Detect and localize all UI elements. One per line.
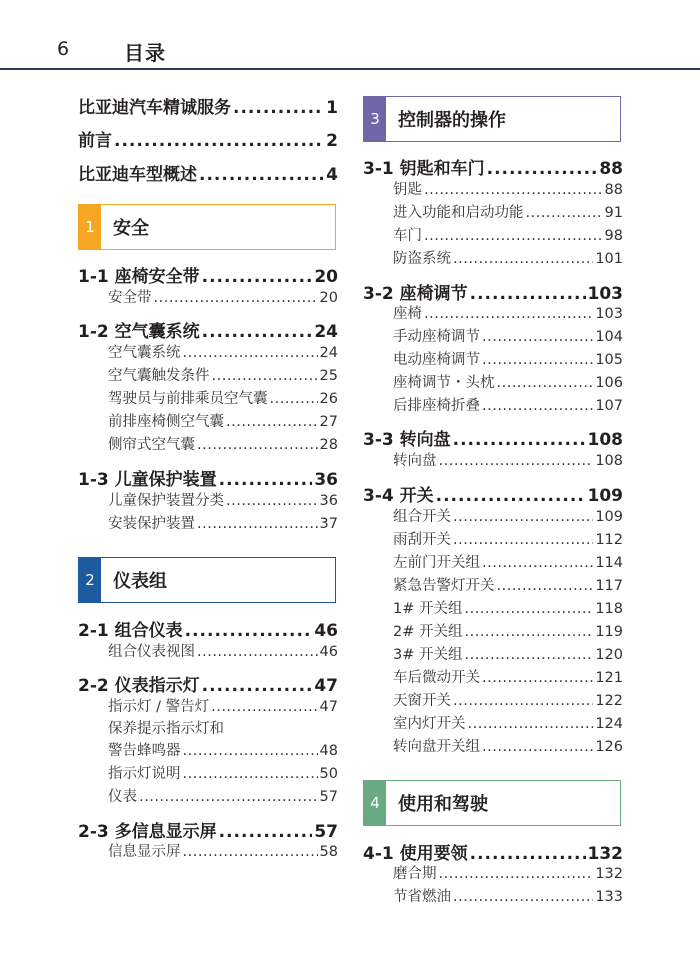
toc-chapter-3-3[interactable]	[363, 425, 623, 450]
toc-item[interactable]	[78, 433, 338, 454]
toc-item-label: 转向盘	[393, 453, 437, 469]
toc-chapter-label: 2-3 多信息显示屏	[78, 822, 217, 842]
toc-entry-page: 1	[326, 98, 338, 118]
toc-item[interactable]	[363, 735, 623, 756]
toc-entry-preface[interactable]	[78, 126, 338, 151]
toc-item-label: 2# 开关组	[393, 624, 463, 640]
toc-item-label: 前排座椅侧空气囊	[108, 414, 224, 430]
toc-chapter-label: 1-3 儿童保护装置	[78, 470, 217, 490]
section-number: 3	[364, 97, 386, 141]
toc-chapter-3-1[interactable]	[363, 154, 623, 179]
section-header-usage-driving[interactable]	[363, 780, 621, 826]
toc-chapter-page: 108	[587, 430, 623, 450]
toc-item[interactable]	[78, 695, 338, 716]
toc-entry-model-overview[interactable]	[78, 160, 338, 185]
toc-item-label: 天窗开关	[393, 693, 451, 709]
toc-item-label: 组合开关	[393, 509, 451, 525]
section-header-safety[interactable]	[78, 204, 336, 250]
page-header	[0, 0, 700, 70]
toc-chapter-page: 132	[587, 844, 623, 864]
header-rule	[0, 68, 700, 70]
toc-item[interactable]	[78, 489, 338, 510]
toc-item-page: 114	[595, 555, 623, 571]
toc-item-label: 指示灯说明	[108, 766, 181, 782]
toc-chapter-2-3[interactable]	[78, 817, 338, 842]
toc-item-label: 左前门开关组	[393, 555, 480, 571]
toc-chapter-page: 36	[314, 470, 338, 490]
section-header-controls[interactable]	[363, 96, 621, 142]
toc-item[interactable]	[363, 528, 623, 549]
section-header-instruments[interactable]	[78, 557, 336, 603]
toc-item-label: 组合仪表视图	[108, 644, 195, 660]
toc-item-label: 指示灯 / 警告灯	[108, 699, 210, 715]
toc-item-label: 钥匙	[393, 182, 422, 198]
toc-item[interactable]	[363, 643, 623, 664]
toc-item[interactable]	[363, 224, 623, 245]
toc-item-label: 紧急告警灯开关	[393, 578, 495, 594]
toc-item[interactable]	[363, 505, 623, 526]
toc-item-page: 121	[595, 670, 623, 686]
toc-item-page: 36	[319, 493, 338, 509]
toc-item-label: 信息显示屏	[108, 844, 181, 860]
toc-item[interactable]	[363, 201, 623, 222]
toc-item-page: 117	[595, 578, 623, 594]
toc-item-label: 进入功能和启动功能	[393, 205, 524, 221]
toc-item-page: 112	[595, 532, 623, 548]
toc-item-label: 仪表	[108, 789, 137, 805]
toc-item-label: 室内灯开关	[393, 716, 466, 732]
toc-item-page: 120	[595, 647, 623, 663]
toc-item-page: 108	[595, 453, 623, 469]
toc-item-page: 103	[595, 306, 623, 322]
toc-item-page: 50	[319, 766, 338, 782]
toc-chapter-label: 1-1 座椅安全带	[78, 267, 200, 287]
section-title: 使用和驾驶	[398, 794, 488, 815]
toc-chapter-label: 2-1 组合仪表	[78, 621, 183, 641]
section-number: 2	[79, 558, 101, 602]
toc-item[interactable]	[363, 666, 623, 687]
toc-item-page: 37	[319, 516, 338, 532]
toc-item-page: 132	[595, 866, 623, 882]
toc-item-page: 109	[595, 509, 623, 525]
toc-item-page: 106	[595, 375, 623, 391]
toc-item-page: 28	[319, 437, 338, 453]
toc-item[interactable]	[78, 762, 338, 783]
toc-item[interactable]	[363, 597, 623, 618]
toc-item-page: 47	[319, 699, 338, 715]
toc-item-page: 48	[319, 743, 338, 759]
toc-item-page: 98	[604, 228, 623, 244]
toc-item-label: 3# 开关组	[393, 647, 463, 663]
section-title: 仪表组	[113, 571, 167, 592]
toc-item-label: 驾驶员与前排乘员空气囊	[108, 391, 268, 407]
toc-item-page: 118	[595, 601, 623, 617]
toc-entry-label: 比亚迪汽车精诚服务	[78, 98, 231, 118]
toc-item-label: 安装保护装置	[108, 516, 195, 532]
toc-item[interactable]	[363, 449, 623, 470]
toc-item-label: 安全带	[108, 290, 152, 306]
toc-item-page: 105	[595, 352, 623, 368]
toc-chapter-label: 3-2 座椅调节	[363, 284, 468, 304]
toc-item-page: 124	[595, 716, 623, 732]
toc-chapter-page: 47	[314, 676, 338, 696]
toc-item[interactable]	[78, 341, 338, 362]
toc-item[interactable]	[78, 785, 338, 806]
toc-item-page: 91	[604, 205, 623, 221]
toc-chapter-label: 1-2 空气囊系统	[78, 322, 200, 342]
toc-chapter-label: 3-1 钥匙和车门	[363, 159, 485, 179]
toc-item-page: 46	[319, 644, 338, 660]
toc-chapter-page: 46	[314, 621, 338, 641]
toc-item-label-line1[interactable]: 保养提示指示灯和	[108, 721, 224, 737]
toc-item-label: 磨合期	[393, 866, 437, 882]
section-title: 控制器的操作	[398, 110, 506, 131]
toc-chapter-page: 109	[587, 486, 623, 506]
toc-entry-label: 前言	[78, 131, 112, 151]
toc-item[interactable]	[78, 286, 338, 307]
toc-item-label: 座椅调节・头枕	[393, 375, 495, 391]
toc-item-page: 57	[319, 789, 338, 805]
toc-item-page: 107	[595, 398, 623, 414]
toc-chapter-2-1[interactable]	[78, 616, 338, 641]
toc-item-page: 20	[319, 290, 338, 306]
toc-chapter-page: 57	[314, 822, 338, 842]
toc-item-page: 27	[319, 414, 338, 430]
toc-item[interactable]	[78, 410, 338, 431]
toc-item-label: 转向盘开关组	[393, 739, 480, 755]
toc-chapter-1-1[interactable]	[78, 262, 338, 287]
toc-item-page: 24	[319, 345, 338, 361]
toc-item-label: 雨刮开关	[393, 532, 451, 548]
toc-item-page: 126	[595, 739, 623, 755]
toc-item-label: 警告蜂鸣器	[108, 743, 181, 759]
toc-item[interactable]	[363, 325, 623, 346]
toc-chapter-page: 103	[587, 284, 623, 304]
toc-item[interactable]	[363, 394, 623, 415]
toc-item-label: 空气囊触发条件	[108, 368, 210, 384]
toc-item[interactable]	[363, 885, 623, 906]
toc-chapter-1-2[interactable]	[78, 317, 338, 342]
toc-item[interactable]	[363, 348, 623, 369]
toc-chapter-3-4[interactable]	[363, 481, 623, 506]
toc-chapter-label: 3-3 转向盘	[363, 430, 451, 450]
toc-item-label: 儿童保护装置分类	[108, 493, 224, 509]
toc-item[interactable]	[363, 712, 623, 733]
toc-item-page: 133	[595, 889, 623, 905]
toc-entry-label: 比亚迪车型概述	[78, 165, 197, 185]
toc-chapter-page: 20	[314, 267, 338, 287]
toc-chapter-page: 24	[314, 322, 338, 342]
toc-item[interactable]	[363, 371, 623, 392]
toc-item-page: 104	[595, 329, 623, 345]
toc-item[interactable]	[363, 302, 623, 323]
toc-item-label: 空气囊系统	[108, 345, 181, 361]
toc-entry-page: 2	[326, 131, 338, 151]
toc-item[interactable]	[363, 247, 623, 268]
toc-item[interactable]	[78, 739, 338, 760]
toc-item-page: 25	[319, 368, 338, 384]
toc-chapter-page: 88	[599, 159, 623, 179]
toc-item[interactable]	[78, 512, 338, 533]
toc-item-page: 119	[595, 624, 623, 640]
toc-item[interactable]	[363, 689, 623, 710]
toc-entry-page: 4	[326, 165, 338, 185]
toc-item-label: 防盗系统	[393, 251, 451, 267]
toc-item[interactable]	[78, 640, 338, 661]
toc-chapter-label: 4-1 使用要领	[363, 844, 468, 864]
toc-item[interactable]	[363, 620, 623, 641]
toc-item-label: 手动座椅调节	[393, 329, 480, 345]
toc-item[interactable]	[363, 178, 623, 199]
toc-item[interactable]	[78, 387, 338, 408]
section-number: 4	[364, 781, 386, 825]
section-number: 1	[79, 205, 101, 249]
toc-item[interactable]	[363, 574, 623, 595]
toc-item-label: 电动座椅调节	[393, 352, 480, 368]
toc-chapter-label: 2-2 仪表指示灯	[78, 676, 200, 696]
toc-item-label: 侧帘式空气囊	[108, 437, 195, 453]
toc-item-label: 1# 开关组	[393, 601, 463, 617]
toc-item-page: 88	[604, 182, 623, 198]
toc-chapter-4-1[interactable]	[363, 839, 623, 864]
toc-item[interactable]	[363, 862, 623, 883]
toc-chapter-label: 3-4 开关	[363, 486, 434, 506]
toc-item-page: 101	[595, 251, 623, 267]
toc-item-page: 122	[595, 693, 623, 709]
toc-item-page: 26	[319, 391, 338, 407]
toc-entry-brand-service[interactable]	[78, 93, 338, 118]
toc-item-label: 车门	[393, 228, 422, 244]
toc-chapter-2-2[interactable]	[78, 671, 338, 696]
page-number: 6	[57, 38, 70, 60]
toc-chapter-1-3[interactable]	[78, 465, 338, 490]
toc-item[interactable]	[78, 364, 338, 385]
toc-chapter-3-2[interactable]	[363, 279, 623, 304]
page-title: 目录	[124, 41, 166, 65]
toc-item[interactable]	[363, 551, 623, 572]
toc-item-label: 后排座椅折叠	[393, 398, 480, 414]
toc-item-page: 58	[319, 844, 338, 860]
toc-item-label: 车后微动开关	[393, 670, 480, 686]
toc-item-label: 座椅	[393, 306, 422, 322]
toc-item-label: 节省燃油	[393, 889, 451, 905]
section-title: 安全	[113, 218, 149, 239]
toc-item[interactable]	[78, 840, 338, 861]
